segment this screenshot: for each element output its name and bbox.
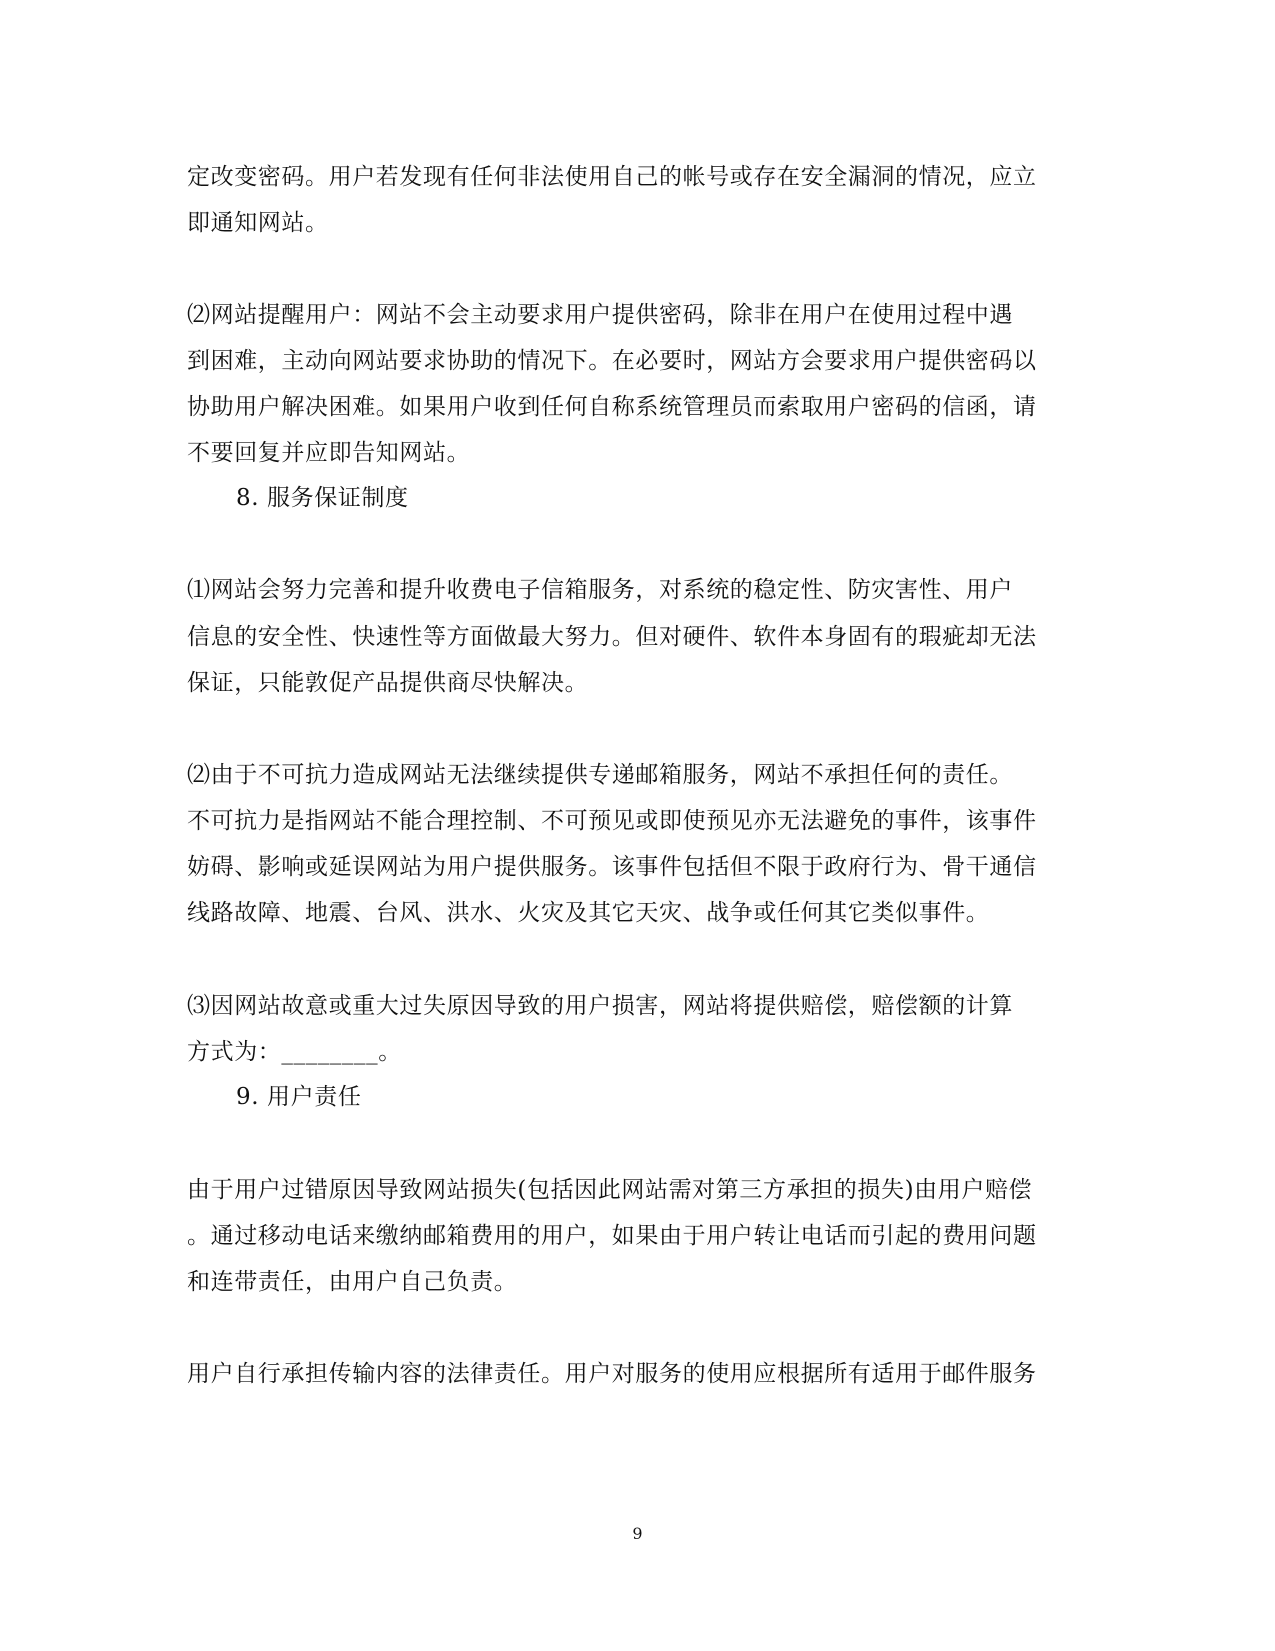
paragraph-line: ⑶因网站故意或重大过失原因导致的用户损害，网站将提供赔偿，赔偿额的计算 — [187, 993, 1013, 1019]
paragraph-line: 妨碍、影响或延误网站为用户提供服务。该事件包括但不限于政府行为、骨干通信 — [187, 854, 1037, 880]
paragraph-line: 用户自行承担传输内容的法律责任。用户对服务的使用应根据所有适用于邮件服务 — [187, 1361, 1037, 1387]
section-heading: 9. 用户责任 — [236, 1084, 362, 1110]
section-heading: 8. 服务保证制度 — [236, 485, 409, 511]
paragraph-line: ⑵由于不可抗力造成网站无法继续提供专递邮箱服务，网站不承担任何的责任。 — [187, 762, 1013, 788]
paragraph-line: 由于用户过错原因导致网站损失(包括因此网站需对第三方承担的损失)由用户赔偿 — [187, 1177, 1033, 1203]
paragraph-line: 方式为：________。 — [187, 1039, 402, 1065]
page-number: 9 — [632, 1524, 643, 1543]
paragraph-line: 不要回复并应即告知网站。 — [187, 440, 471, 466]
paragraph-line: 不可抗力是指网站不能合理控制、不可预见或即使预见亦无法避免的事件，该事件 — [187, 808, 1037, 834]
paragraph-line: 线路故障、地震、台风、洪水、火灾及其它天灾、战争或任何其它类似事件。 — [187, 900, 990, 926]
paragraph-line: 即通知网站。 — [187, 210, 329, 236]
paragraph-line: 协助用户解决困难。如果用户收到任何自称系统管理员而索取用户密码的信函，请 — [187, 394, 1037, 420]
paragraph-line: 和连带责任，由用户自己负责。 — [187, 1269, 518, 1295]
paragraph-line: 定改变密码。用户若发现有任何非法使用自己的帐号或存在安全漏洞的情况，应立 — [187, 164, 1037, 190]
paragraph-line: ⑵网站提醒用户：网站不会主动要求用户提供密码，除非在用户在使用过程中遇 — [187, 302, 1013, 328]
paragraph-line: 到困难，主动向网站要求协助的情况下。在必要时，网站方会要求用户提供密码以 — [187, 348, 1037, 374]
paragraph-line: 信息的安全性、快速性等方面做最大努力。但对硬件、软件本身固有的瑕疵却无法 — [187, 624, 1037, 650]
paragraph-line: ⑴网站会努力完善和提升收费电子信箱服务，对系统的稳定性、防灾害性、用户 — [187, 577, 1013, 603]
paragraph-line: 保证，只能敦促产品提供商尽快解决。 — [187, 670, 589, 696]
paragraph-line: 。通过移动电话来缴纳邮箱费用的用户，如果由于用户转让电话而引起的费用问题 — [187, 1223, 1037, 1249]
